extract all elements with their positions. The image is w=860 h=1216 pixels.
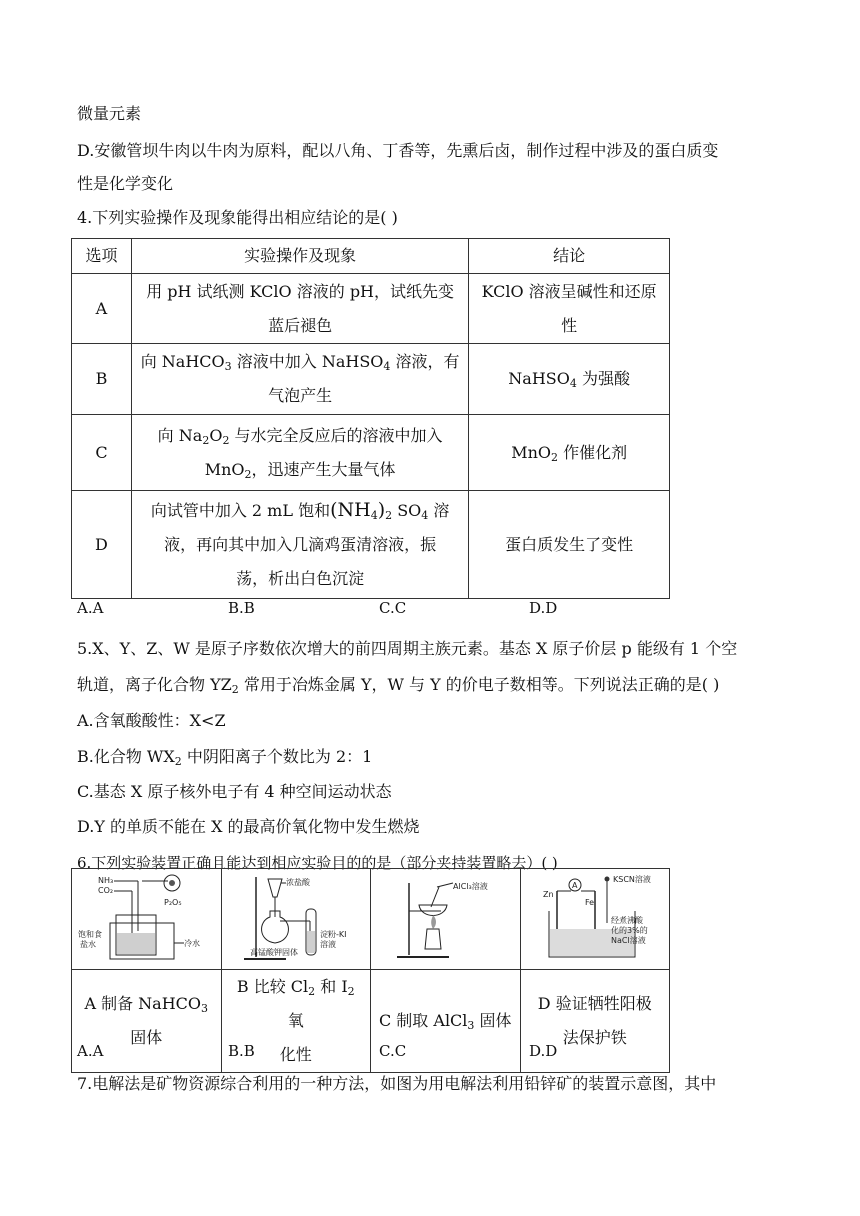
svg-text:浓盐酸: 浓盐酸	[285, 878, 310, 887]
question-6-stem: 6.下列实验装置正确且能达到相应实验目的的是（部分夹持装置略去）( )	[77, 854, 558, 872]
svg-text:盐水: 盐水	[80, 940, 97, 949]
figure-row	[72, 869, 670, 970]
option-label: A	[72, 274, 132, 344]
svg-text:饱和食: 饱和食	[78, 930, 103, 939]
table-row	[72, 344, 670, 415]
choice-b[interactable]: B.B	[228, 1042, 255, 1060]
apparatus-b-figure	[226, 871, 366, 967]
svg-text:化的3%的: 化的3%的	[610, 926, 648, 935]
question-4-table	[71, 238, 670, 599]
operation-cell: 用 pH 试纸测 KClO 溶液的 pH，试纸先变 蓝后褪色	[131, 274, 468, 344]
svg-text:淀粉-KI: 淀粉-KI	[319, 930, 347, 939]
svg-text:高锰酸钾固体: 高锰酸钾固体	[249, 948, 298, 957]
svg-text:溶液: 溶液	[319, 940, 336, 949]
svg-text:CO₂: CO₂	[98, 886, 114, 895]
operation-cell: 向试管中加入 2 mL 饱和$(NH_4)_2$ $SO_4$ 溶 液，再向其中加入几滴鸡蛋清溶液，振 荡，析出白色沉淀	[131, 491, 468, 599]
question-5-option-c: C.基态 X 原子核外电子有 4 种空间运动状态	[77, 782, 392, 801]
question-5-option-d: D.Y 的单质不能在 X 的最高价氧化物中发生燃烧	[77, 817, 420, 836]
svg-text:AlCl₃溶液: AlCl₃溶液	[453, 882, 488, 891]
svg-text:NH₃: NH₃	[98, 876, 114, 885]
caption-cell-c: C 制取 AlCl$_3$ 固体	[371, 970, 521, 1073]
table-header-row	[72, 239, 670, 274]
table-header: 结论	[469, 239, 670, 274]
svg-text:Fe: Fe	[584, 898, 594, 907]
svg-text:P₂O₅: P₂O₅	[164, 898, 182, 907]
choice-b[interactable]: B.B	[228, 599, 255, 617]
caption-cell-a: A 制备 NaHCO$_3$ 固体	[72, 970, 222, 1073]
table-row	[72, 274, 670, 344]
question-5-stem-line-1: 5.X、Y、Z、W 是原子序数依次增大的前四周期主族元素。基态 X 原子价层 p 能级有 1 个空	[77, 639, 738, 658]
choice-d[interactable]: D.D	[529, 1042, 558, 1060]
text-line: D.安徽管坝牛肉以牛肉为原料，配以八角、丁香等，先熏后卤，制作过程中涉及的蛋白质变	[77, 141, 719, 160]
svg-text:经煮沸酸: 经煮沸酸	[610, 916, 643, 925]
text-line: 微量元素	[77, 104, 142, 123]
text-line: 性是化学变化	[77, 174, 174, 193]
question-5-stem-line-2: 轨道，离子化合物 $YZ_2$ 常用于冶炼金属 Y，W 与 Y 的价电子数相等。下列说法正确的是( )	[77, 675, 720, 696]
choice-a[interactable]: A.A	[77, 599, 104, 617]
apparatus-d-figure	[525, 871, 665, 967]
question-6-choices	[77, 1041, 677, 1061]
question-4-choices	[77, 598, 677, 618]
figure-cell-b	[221, 869, 371, 970]
apparatus-a-figure	[76, 871, 216, 967]
figure-cell-d	[520, 869, 670, 970]
choice-c[interactable]: C.C	[379, 599, 407, 617]
svg-text:冷水: 冷水	[184, 939, 201, 948]
choice-d[interactable]: D.D	[529, 599, 558, 617]
operation-cell: 向 $Na_2O_2$ 与水完全反应后的溶液中加入 MnO$_2$，迅速产生大量气体	[131, 415, 468, 491]
option-label: B	[72, 344, 132, 415]
conclusion-cell: NaHSO$_4$ 为强酸	[469, 344, 670, 415]
question-7-stem: 7.电解法是矿物资源综合利用的一种方法，如图为用电解法利用铅锌矿的装置示意图，其中	[77, 1074, 717, 1093]
svg-text:A: A	[571, 881, 578, 890]
table-row	[72, 491, 670, 599]
caption-cell-b: B 比较 $Cl_2$ 和 $I_2$ 氧 化性	[221, 970, 371, 1073]
conclusion-cell: 蛋白质发生了变性	[469, 491, 670, 599]
question-5-option-b: B.化合物 $WX_2$ 中阴阳离子个数比为 2：1	[77, 747, 373, 768]
svg-text:KSCN溶液: KSCN溶液	[612, 875, 651, 884]
figure-cell-c	[371, 869, 521, 970]
option-label: C	[72, 415, 132, 491]
conclusion-cell: MnO$_2$ 作催化剂	[469, 415, 670, 491]
svg-text:NaCl溶液: NaCl溶液	[610, 936, 646, 945]
question-4-stem: 4.下列实验操作及现象能得出相应结论的是( )	[77, 208, 398, 227]
table-row	[72, 415, 670, 491]
operation-cell: 向 NaHCO$_3$ 溶液中加入 NaHSO$_4$ 溶液，有 气泡产生	[131, 344, 468, 415]
table-header: 选项	[72, 239, 132, 274]
svg-text:Zn: Zn	[542, 890, 554, 899]
choice-a[interactable]: A.A	[77, 1042, 104, 1060]
option-label: D	[72, 491, 132, 599]
conclusion-cell: KClO 溶液呈碱性和还原 性	[469, 274, 670, 344]
question-5-option-a: A.含氧酸酸性：X<Z	[77, 711, 226, 730]
figure-cell-a	[72, 869, 222, 970]
choice-c[interactable]: C.C	[379, 1042, 407, 1060]
table-header: 实验操作及现象	[131, 239, 468, 274]
caption-cell-d: D 验证牺牲阳极 法保护铁	[520, 970, 670, 1073]
apparatus-c-figure	[375, 871, 515, 967]
